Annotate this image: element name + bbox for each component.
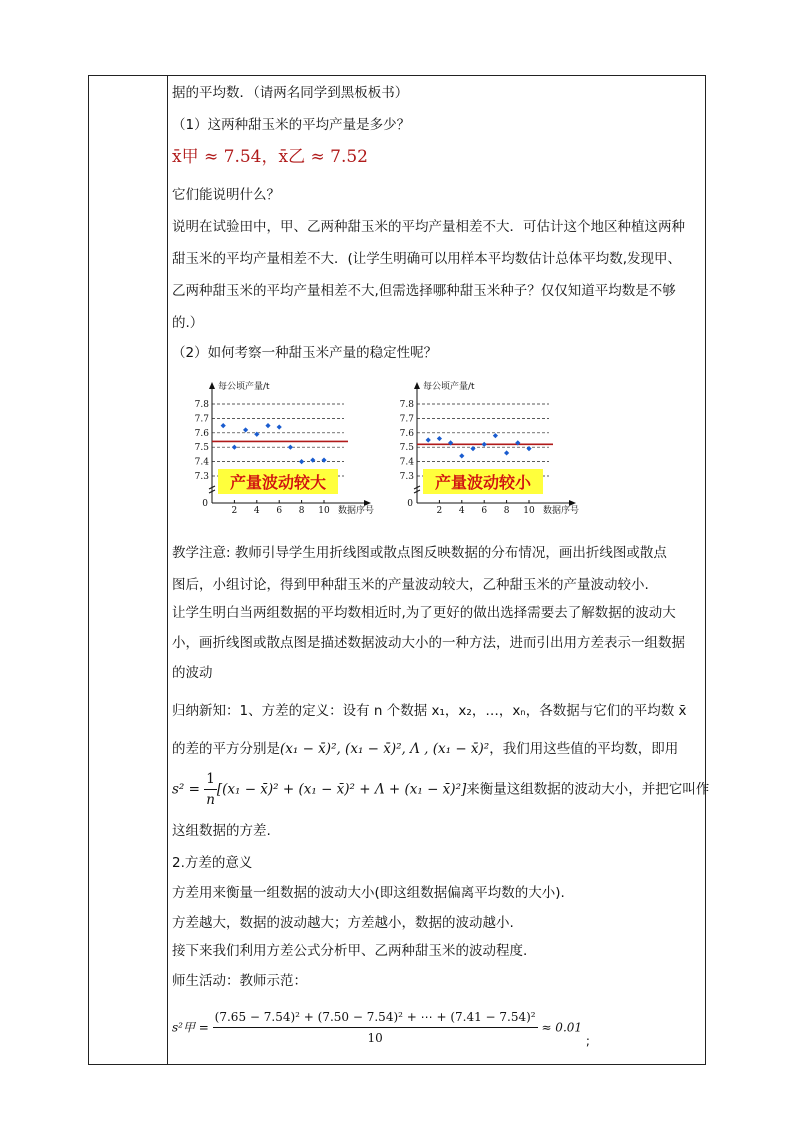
section-heading: 2.方差的意义 xyxy=(172,855,253,871)
y-tick-label: 0 xyxy=(407,499,413,509)
text-fragment: 来衡量这组数据的波动大小，并把它叫作 xyxy=(466,781,710,798)
y-tick-label: 7.7 xyxy=(399,414,414,425)
y-tick-label: 7.6 xyxy=(399,428,414,439)
data-point xyxy=(526,446,531,451)
y-tick-label: 0 xyxy=(202,499,208,509)
banner-label: 产量波动较小 xyxy=(434,473,532,492)
text-fragment: 的差的平方分别是 xyxy=(172,741,280,757)
text-line: 乙两种甜玉米的平均产量相差不大,但需选择哪种甜玉米种子？仅仅知道平均数是不够 xyxy=(172,283,676,299)
x-axis-label: 数据序号 xyxy=(543,506,580,515)
fraction-numerator: (7.65 − 7.54)² + (7.50 − 7.54)² + ⋯ + (7.41 − 7.54)² xyxy=(213,1007,538,1028)
variance-a-lhs: s²甲 = xyxy=(172,1020,209,1035)
mean-formula: x̄甲 ≈ 7.54，x̄乙 ≈ 7.52 xyxy=(172,147,368,167)
text-line: 方差越大，数据的波动越大；方差越小，数据的波动越小. xyxy=(172,915,514,931)
text-line: 方差用来衡量一组数据的波动大小(即这组数据偏离平均数的大小). xyxy=(172,885,565,901)
text-line: 它们能说明什么？ xyxy=(172,187,280,203)
data-point xyxy=(265,423,270,428)
variance-sum: [(x₁ − x̄)² + (x₁ − x̄)² + Λ + (x₁ − x̄)²] xyxy=(216,781,467,798)
semicolon: ; xyxy=(585,1034,590,1048)
data-point xyxy=(299,459,304,464)
data-point xyxy=(243,427,248,432)
text-line: 归纳新知：1、方差的定义：设有 n 个数据 x₁，x₂，…，xₙ，各数据与它们的平均数 x̄ xyxy=(172,703,687,719)
y-tick-label: 7.5 xyxy=(194,443,209,454)
y-tick-label: 7.5 xyxy=(399,443,414,454)
data-point xyxy=(310,458,315,463)
question-2: （2）如何考察一种甜玉米产量的稳定性呢？ xyxy=(172,345,438,361)
text-line: 图后，小组讨论，得到甲种甜玉米的产量波动较大，乙种甜玉米的产量波动较小. xyxy=(172,577,649,593)
fraction xyxy=(213,1007,538,1048)
data-point xyxy=(232,445,237,450)
y-tick-label: 7.8 xyxy=(194,400,209,410)
x-tick-label: 10 xyxy=(318,506,330,515)
text-line: 的波动 xyxy=(172,665,213,681)
y-axis-label: 每公顷产量/t xyxy=(423,382,475,392)
data-point xyxy=(254,432,259,437)
text-line: 据的平均数．（请两名同学到黑板板书） xyxy=(172,85,409,101)
text-line xyxy=(172,739,678,759)
data-point xyxy=(288,445,293,450)
text-line: 师生活动：教师示范： xyxy=(172,973,307,989)
data-point xyxy=(321,458,326,463)
x-tick-label: 2 xyxy=(231,506,238,515)
x-tick-label: 2 xyxy=(436,506,443,515)
fraction-numerator: 1 xyxy=(204,769,217,790)
data-point xyxy=(459,453,464,458)
y-axis-arrow xyxy=(414,382,420,389)
text-line: 这组数据的方差. xyxy=(172,823,271,839)
y-tick-label: 7.4 xyxy=(399,457,414,468)
text-line: 的.） xyxy=(172,315,204,331)
data-point xyxy=(493,433,498,438)
y-axis-label: 每公顷产量/t xyxy=(218,382,270,392)
x-tick-label: 4 xyxy=(458,506,465,515)
text-line: 接下来我们利用方差公式分析甲、乙两种甜玉米的波动程度. xyxy=(172,943,528,959)
x-tick-label: 10 xyxy=(523,506,535,515)
y-tick-label: 7.4 xyxy=(194,457,209,468)
x-tick-label: 8 xyxy=(503,506,510,515)
fraction xyxy=(204,769,217,810)
variance-definition xyxy=(172,769,709,810)
data-point xyxy=(426,437,431,442)
scatter-chart-a xyxy=(192,377,382,515)
x-axis-label: 数据序号 xyxy=(338,506,375,515)
banner-label: 产量波动较大 xyxy=(229,473,327,492)
x-tick-label: 4 xyxy=(253,506,260,515)
data-point xyxy=(437,436,442,441)
text-line: 让学生明白当两组数据的平均数相近时,为了更好的做出选择需要去了解数据的波动大 xyxy=(172,605,676,621)
column-divider xyxy=(167,76,168,1064)
y-tick-label: 7.8 xyxy=(399,400,414,410)
fraction-denominator: 10 xyxy=(367,1031,383,1045)
x-tick-label: 6 xyxy=(276,506,283,515)
data-point xyxy=(504,450,509,455)
variance-a-result: ≈ 0.01 xyxy=(541,1020,583,1035)
scatter-chart-b xyxy=(397,377,587,515)
data-point xyxy=(470,446,475,451)
text-line: 说明在试验田中，甲、乙两种甜玉米的平均产量相差不大．可估计这个地区种植这两种 xyxy=(172,219,685,235)
text-line: 教学注意: 教师引导学生用折线图或散点图反映数据的分布情况，画出折线图或散点 xyxy=(172,545,667,561)
variance-lhs: s² = xyxy=(172,781,200,798)
x-tick-label: 6 xyxy=(481,506,488,515)
y-axis-arrow xyxy=(209,382,215,389)
data-point xyxy=(277,424,282,429)
text-fragment: ，我们用这些值的平均数，即用 xyxy=(489,741,679,757)
data-point xyxy=(221,423,226,428)
variance-terms: (x₁ − x̄)², (x₁ − x̄)², Λ , (x₁ − x̄)² xyxy=(280,741,490,757)
y-tick-label: 7.7 xyxy=(194,414,209,425)
y-tick-label: 7.3 xyxy=(194,472,209,482)
y-tick-label: 7.6 xyxy=(194,428,209,439)
y-tick-label: 7.3 xyxy=(399,472,414,482)
x-tick-label: 8 xyxy=(298,506,305,515)
fraction-denominator: n xyxy=(206,792,215,808)
text-line: 甜玉米的平均产量相差不大．(让学生明确可以用样本平均数估计总体平均数,发现甲、 xyxy=(172,251,682,267)
question-1: （1）这两种甜玉米的平均产量是多少？ xyxy=(172,117,411,133)
data-point xyxy=(482,442,487,447)
variance-example xyxy=(172,1007,590,1051)
text-line: 小，画折线图或散点图是描述数据波动大小的一种方法，进而引出用方差表示一组数据 xyxy=(172,635,685,651)
